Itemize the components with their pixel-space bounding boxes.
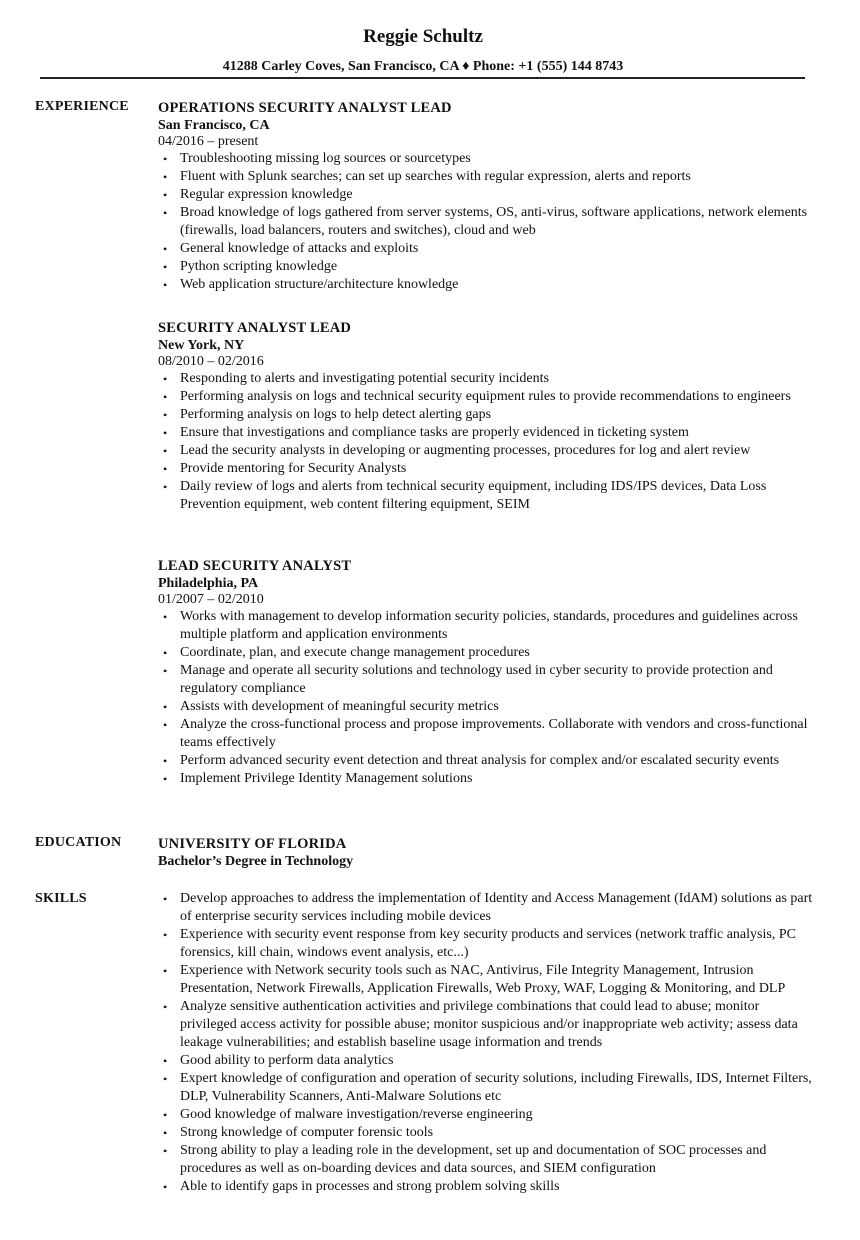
bullet-icon: •	[163, 188, 168, 202]
list-item-text: Implement Privilege Identity Management solutions	[180, 771, 473, 786]
list-item-text: Fluent with Splunk searches; can set up searches with regular expression, alerts and reports	[180, 169, 691, 184]
list-item-text: Analyze sensitive authentication activities and privilege combinations that could lead to abuse; monitor privileged access activity for possible abuse; monitor suspicious and/or inappropriate web activity; assess data leakage vulnerabilities; and establish baseline usage information and trends	[180, 999, 798, 1050]
list-item	[158, 1142, 818, 1178]
bullet-icon: •	[163, 278, 168, 292]
list-item-text: Strong knowledge of computer forensic tools	[180, 1125, 434, 1140]
bullet-icon: •	[163, 928, 168, 942]
list-item	[158, 442, 818, 460]
list-item-text: Performing analysis on logs and technical security equipment rules to provide recommendations to engineers	[180, 389, 791, 404]
bullet-icon: •	[163, 372, 168, 386]
list-item-text: General knowledge of attacks and exploits	[180, 241, 419, 256]
bullet-icon: •	[163, 170, 168, 184]
list-item-text: Daily review of logs and alerts from technical security equipment, including IDS/IPS devices, Data Loss Prevention equipment, web content filtering equipment, SEIM	[180, 479, 767, 512]
list-item	[158, 998, 818, 1052]
bullet-icon: •	[163, 480, 168, 494]
list-item	[158, 406, 818, 424]
bullet-icon: •	[163, 754, 168, 768]
bullet-icon: •	[163, 206, 168, 220]
bullet-icon: •	[163, 242, 168, 256]
list-item-text: Assists with development of meaningful security metrics	[180, 699, 499, 714]
list-item	[158, 258, 818, 276]
degree-name: Bachelor’s Degree in Technology	[158, 854, 354, 869]
list-item	[158, 926, 818, 962]
list-item-text: Python scripting knowledge	[180, 259, 338, 274]
job-title: OPERATIONS SECURITY ANALYST LEAD	[158, 100, 452, 116]
list-item-text: Responding to alerts and investigating potential security incidents	[180, 371, 549, 386]
list-item	[158, 608, 818, 644]
job-title: LEAD SECURITY ANALYST	[158, 558, 352, 574]
list-item-text: Web application structure/architecture knowledge	[180, 277, 459, 292]
list-item-text: Develop approaches to address the implementation of Identity and Access Management (IdAM) solutions as part of enterprise security services including mobile devices	[180, 891, 813, 924]
list-item-text: Analyze the cross-functional process and propose improvements. Collaborate with vendors and cross-functional teams effectively	[180, 717, 808, 750]
bullet-icon: •	[163, 426, 168, 440]
list-item-text: Lead the security analysts in developing or augmenting processes, procedures for log and alert review	[180, 443, 751, 458]
job-bullets	[158, 608, 818, 788]
header-divider	[40, 77, 805, 79]
list-item	[158, 424, 818, 442]
job-entry	[158, 319, 818, 514]
list-item-text: Strong ability to play a leading role in the development, set up and documentation of SOC processes and procedures as well as on-boarding devices and data sources, and SIEM configuration	[180, 1143, 767, 1176]
list-item	[158, 716, 818, 752]
job-location: San Francisco, CA	[158, 118, 270, 133]
list-item-text: Provide mentoring for Security Analysts	[180, 461, 407, 476]
list-item	[158, 1052, 818, 1070]
job-location: New York, NY	[158, 338, 245, 353]
list-item	[158, 204, 818, 240]
bullet-icon: •	[163, 1000, 168, 1014]
list-item	[158, 698, 818, 716]
bullet-icon: •	[163, 260, 168, 274]
list-item-text: Coordinate, plan, and execute change management procedures	[180, 645, 530, 660]
bullet-icon: •	[163, 1144, 168, 1158]
bullet-icon: •	[163, 1108, 168, 1122]
list-item	[158, 752, 818, 770]
list-item	[158, 1106, 818, 1124]
list-item	[158, 662, 818, 698]
bullet-icon: •	[163, 700, 168, 714]
bullet-icon: •	[163, 664, 168, 678]
list-item-text: Manage and operate all security solutions and technology used in cyber security to provide protection and regulatory compliance	[180, 663, 773, 696]
contact-line: 41288 Carley Coves, San Francisco, CA ♦ Phone: +1 (555) 144 8743	[222, 59, 624, 74]
bullet-icon: •	[163, 390, 168, 404]
list-item	[158, 1070, 818, 1106]
list-item	[158, 460, 818, 478]
bullet-icon: •	[163, 444, 168, 458]
list-item	[158, 890, 818, 926]
list-item-text: Troubleshooting missing log sources or sourcetypes	[180, 151, 471, 166]
education-entry	[158, 835, 818, 871]
list-item	[158, 186, 818, 204]
section-label-education: EDUCATION	[35, 835, 122, 850]
bullet-icon: •	[163, 610, 168, 624]
job-bullets	[158, 150, 818, 294]
list-item-text: Broad knowledge of logs gathered from server systems, OS, anti-virus, software applications, network elements (firewalls, load balancers, routers and switches), cloud and web	[180, 205, 808, 238]
job-dates: 01/2007 – 02/2010	[158, 592, 264, 607]
list-item-text: Experience with security event response from key security products and services (network traffic analysis, PC forensics, kill chain, windows event analysis, etc...)	[180, 927, 796, 960]
list-item-text: Able to identify gaps in processes and strong problem solving skills	[180, 1179, 560, 1194]
job-dates: 08/2010 – 02/2016	[158, 354, 264, 369]
list-item-text: Ensure that investigations and compliance tasks are properly evidenced in ticketing system	[180, 425, 689, 440]
list-item-text: Good ability to perform data analytics	[180, 1053, 394, 1068]
bullet-icon: •	[163, 718, 168, 732]
job-entry	[158, 99, 818, 294]
job-entry	[158, 557, 818, 788]
job-location: Philadelphia, PA	[158, 576, 259, 591]
list-item	[158, 276, 818, 294]
school-name: UNIVERSITY OF FLORIDA	[158, 836, 347, 852]
list-item-text: Performing analysis on logs to help detect alerting gaps	[180, 407, 492, 422]
list-item	[158, 240, 818, 258]
bullet-icon: •	[163, 964, 168, 978]
bullet-icon: •	[163, 1054, 168, 1068]
bullet-icon: •	[163, 772, 168, 786]
section-label-skills: SKILLS	[35, 891, 87, 906]
list-item	[158, 1178, 818, 1196]
job-bullets	[158, 370, 818, 514]
section-label-experience: EXPERIENCE	[35, 99, 129, 114]
list-item-text: Regular expression knowledge	[180, 187, 353, 202]
list-item	[158, 150, 818, 168]
bullet-icon: •	[163, 152, 168, 166]
list-item	[158, 962, 818, 998]
bullet-icon: •	[163, 1072, 168, 1086]
list-item-text: Experience with Network security tools such as NAC, Antivirus, File Integrity Management, Intrusion Presentation, Network Firewalls, Application Firewalls, Web Proxy, WAF, Logging & Monitoring, and DLP	[180, 963, 786, 996]
job-title: SECURITY ANALYST LEAD	[158, 320, 352, 336]
bullet-icon: •	[163, 1126, 168, 1140]
job-dates: 04/2016 – present	[158, 134, 259, 149]
list-item	[158, 644, 818, 662]
bullet-icon: •	[163, 1180, 168, 1194]
bullet-icon: •	[163, 646, 168, 660]
list-item	[158, 168, 818, 186]
list-item	[158, 770, 818, 788]
skills-entry	[158, 890, 818, 1196]
list-item-text: Expert knowledge of configuration and operation of security solutions, including Firewalls, IDS, Internet Filters, DLP, Vulnerability Scanners, Anti-Malware Solutions etc	[180, 1071, 812, 1104]
bullet-icon: •	[163, 408, 168, 422]
list-item-text: Works with management to develop information security policies, standards, procedures and guidelines across multiple platform and application environments	[180, 609, 798, 642]
list-item	[158, 478, 818, 514]
bullet-icon: •	[163, 892, 168, 906]
list-item	[158, 370, 818, 388]
list-item	[158, 1124, 818, 1142]
skills-bullets	[158, 890, 818, 1196]
list-item-text: Perform advanced security event detection and threat analysis for complex and/or escalated security events	[180, 753, 780, 768]
list-item	[158, 388, 818, 406]
candidate-name: Reggie Schultz	[363, 26, 483, 47]
list-item-text: Good knowledge of malware investigation/reverse engineering	[180, 1107, 533, 1122]
bullet-icon: •	[163, 462, 168, 476]
